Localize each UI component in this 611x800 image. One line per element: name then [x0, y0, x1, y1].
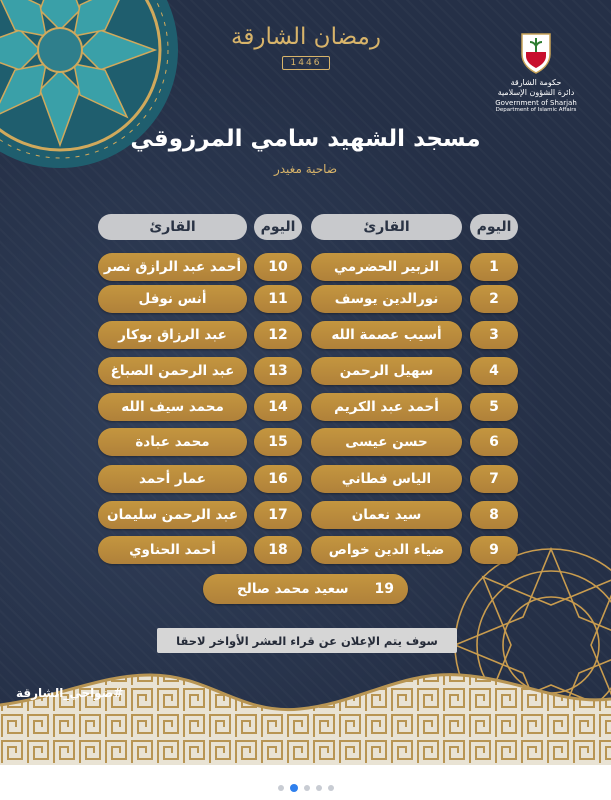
- reciter-cell: عبد الرحمن الصباغ: [98, 357, 247, 385]
- day-cell: 19: [374, 581, 394, 597]
- brand-year: 1446: [282, 56, 331, 70]
- reciter-cell: عبد الرحمن سليمان: [98, 501, 247, 529]
- government-name-english: Government of Sharjah: [495, 99, 577, 107]
- reciter-cell: سهيل الرحمن: [311, 357, 462, 385]
- day-cell: 5: [470, 393, 518, 421]
- reciter-cell: أحمد عبد الرازق نصر: [98, 253, 247, 281]
- reciter-cell: ضياء الدين خواص: [311, 536, 462, 564]
- day-cell: 12: [254, 321, 302, 349]
- carousel-dot[interactable]: [328, 785, 334, 791]
- government-name-arabic: حكومة الشارقة: [510, 78, 562, 87]
- hashtag: #ضواحي_الشارقة: [16, 686, 124, 700]
- reciter-header-right: القارئ: [311, 214, 462, 240]
- reciter-cell: نورالدين يوسف: [311, 285, 462, 313]
- day-cell: 10: [254, 253, 302, 281]
- reciter-cell: عبد الرزاق بوكار: [98, 321, 247, 349]
- day-cell: 6: [470, 428, 518, 456]
- carousel-indicator: [0, 782, 611, 794]
- day-cell: 16: [254, 465, 302, 493]
- carousel-dot[interactable]: [304, 785, 310, 791]
- day-cell: 3: [470, 321, 518, 349]
- day-cell: 4: [470, 357, 518, 385]
- day-cell: 17: [254, 501, 302, 529]
- day-header-left: اليوم: [254, 214, 302, 240]
- day-cell: 11: [254, 285, 302, 313]
- reciter-cell: الياس فطاني: [311, 465, 462, 493]
- carousel-dot[interactable]: [278, 785, 284, 791]
- reciter-cell: محمد عبادة: [98, 428, 247, 456]
- mosque-name: مسجد الشهيد سامي المرزوقي: [130, 126, 481, 152]
- reciter-cell: سيد نعمان: [311, 501, 462, 529]
- department-name-arabic: دائرة الشؤون الإسلامية: [497, 88, 575, 97]
- reciter-header-left: القارئ: [98, 214, 247, 240]
- day-cell: 9: [470, 536, 518, 564]
- reciter-cell: محمد سيف الله: [98, 393, 247, 421]
- carousel-dot-active[interactable]: [290, 784, 298, 792]
- decorative-arabesque-band: [0, 635, 611, 765]
- announcement-note: سوف يتم الإعلان عن قراء العشر الأواخر لاحقا: [157, 628, 457, 653]
- day-cell: 7: [470, 465, 518, 493]
- mosque-area: ضاحية مغيدر: [273, 162, 338, 176]
- ramadan-sharjah-logo: [226, 24, 386, 70]
- reciter-cell: أحمد عبد الكريم: [311, 393, 462, 421]
- reciter-cell: عمار أحمد: [98, 465, 247, 493]
- day-cell: 13: [254, 357, 302, 385]
- day-cell: 1: [470, 253, 518, 281]
- day-cell: 18: [254, 536, 302, 564]
- day-cell: 14: [254, 393, 302, 421]
- last-row: [203, 574, 408, 604]
- reciter-cell: حسن عيسى: [311, 428, 462, 456]
- department-name-english: Department of Islamic Affairs: [495, 107, 577, 113]
- reciter-cell: أحمد الحناوي: [98, 536, 247, 564]
- reciter-cell: سعيد محمد صالح: [237, 581, 349, 597]
- government-logo: [481, 30, 591, 113]
- sharjah-emblem-icon: [518, 30, 554, 74]
- day-cell: 8: [470, 501, 518, 529]
- brand-title: رمضان الشارقة: [231, 24, 381, 50]
- day-cell: 15: [254, 428, 302, 456]
- reciter-cell: أسيب عصمة الله: [311, 321, 462, 349]
- day-header-right: اليوم: [470, 214, 518, 240]
- day-cell: 2: [470, 285, 518, 313]
- reciter-cell: الزبير الحضرمي: [311, 253, 462, 281]
- reciter-cell: أنس نوفل: [98, 285, 247, 313]
- carousel-dot[interactable]: [316, 785, 322, 791]
